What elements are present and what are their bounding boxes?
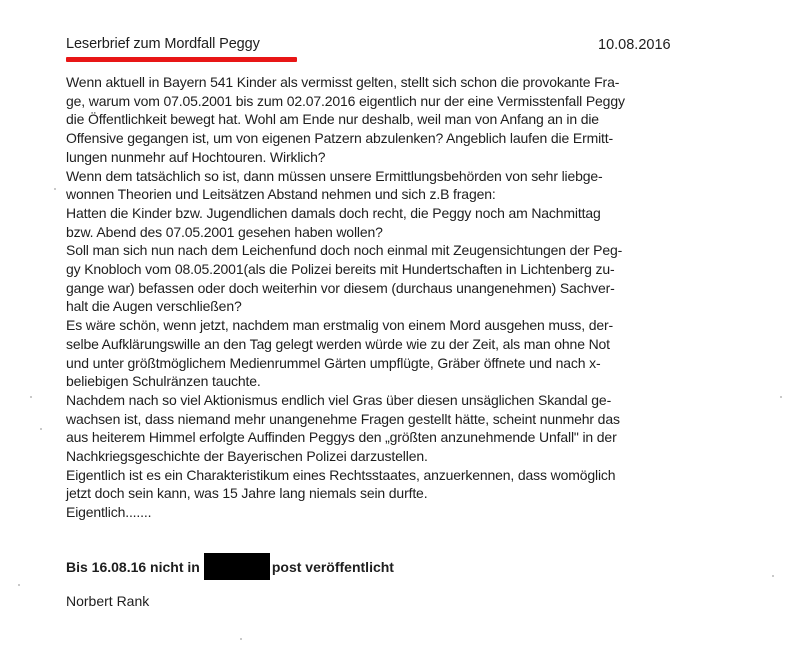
letter-line: gy Knobloch vom 08.05.2001(als die Polizei bereits mit Hundertschaften in Lichtenberg zu- (66, 261, 615, 278)
scan-speck (30, 396, 32, 398)
letter-line: Hatten die Kinder bzw. Jugendlichen damals doch recht, die Peggy noch am Nachmittag (66, 204, 601, 221)
notice-text-before: Bis 16.08.16 nicht in (66, 558, 200, 575)
signature: Norbert Rank (66, 593, 150, 609)
letter-line: Eigentlich....... (66, 504, 152, 521)
letter-line: bzw. Abend des 07.05.2001 gesehen haben wollen? (66, 223, 383, 240)
letter-line: Eigentlich ist es ein Charakteristikum eines Rechtsstaates, anzuerkennen, dass womöglich (66, 466, 616, 483)
letter-line: lungen nunmehr auf Hochtouren. Wirklich? (66, 148, 326, 165)
scan-speck (40, 428, 42, 430)
letter-line: halt die Augen verschließen? (66, 298, 242, 315)
letter-line: wonnen Theorien und Leitsätzen Abstand nehmen und sich z.B fragen: (66, 186, 496, 203)
scan-speck (54, 188, 56, 190)
letter-line: selbe Aufklärungswille an den Tag gelegt werden würde wie zu der Zeit, als man ohne Not (66, 335, 610, 352)
letter-heading: Leserbrief zum Mordfall Peggy (66, 36, 260, 52)
letter-line: beliebigen Schulränzen tauchte. (66, 373, 261, 390)
letter-line: Offensive gegangen ist, um von eigenen Patzern abzulenken? Angeblich laufen die Ermitt- (66, 130, 614, 147)
letter-line: Wenn aktuell in Bayern 541 Kinder als vermisst gelten, stellt sich schon die provokante Fra- (66, 74, 620, 90)
notice-text-after: post veröffentlicht (271, 558, 394, 575)
heading-underline (66, 57, 297, 62)
scan-speck (772, 575, 774, 577)
letter-line: wachsen ist, dass niemand mehr unangenehme Fragen gestellt hätte, scheint nunmehr das (66, 410, 620, 427)
letter-line: Es wäre schön, wenn jetzt, nachdem man erstmalig von einem Mord ausgehen muss, der- (66, 317, 614, 334)
scan-speck (780, 396, 782, 398)
letter-line: aus heiterem Himmel erfolgte Auffinden Peggys den „größten anzunehmende Unfall" in der (66, 429, 617, 446)
scan-speck (18, 584, 20, 586)
redaction-box (204, 553, 270, 580)
letter-line: Wenn dem tatsächlich so ist, dann müssen unsere Ermittlungsbehörden von sehr liebge- (66, 167, 603, 184)
letter-line: und unter größtmöglichem Medienrummel Gärten umpflügte, Gräber öffnete und nach x- (66, 354, 601, 371)
publication-notice (66, 553, 394, 580)
scan-speck (240, 638, 242, 640)
letter-body (66, 73, 756, 522)
letter-line: die Öffentlichkeit bewegt hat. Wohl am Ende nur deshalb, weil man von Anfang an in die (66, 111, 599, 128)
letter-line: jetzt doch sein kann, was 15 Jahre lang niemals sein durfte. (66, 485, 428, 502)
letter-line: ge, warum vom 07.05.2001 bis zum 02.07.2016 eigentlich nur der eine Vermisstenfall Peggy (66, 92, 625, 109)
letter-line: Nachkriegsgeschichte der Bayerischen Polizei darzustellen. (66, 448, 428, 465)
letter-date: 10.08.2016 (598, 37, 671, 53)
letter-line: Nachdem nach so viel Aktionismus endlich viel Gras über diesen unsäglichen Skandal ge- (66, 391, 612, 408)
letter-line: gange war) befassen oder doch weiterhin vor diesem (durchaus unangenehmen) Sachver- (66, 279, 615, 296)
letter-line: Soll man sich nun nach dem Leichenfund doch noch einmal mit Zeugensichtungen der Peg- (66, 242, 623, 259)
